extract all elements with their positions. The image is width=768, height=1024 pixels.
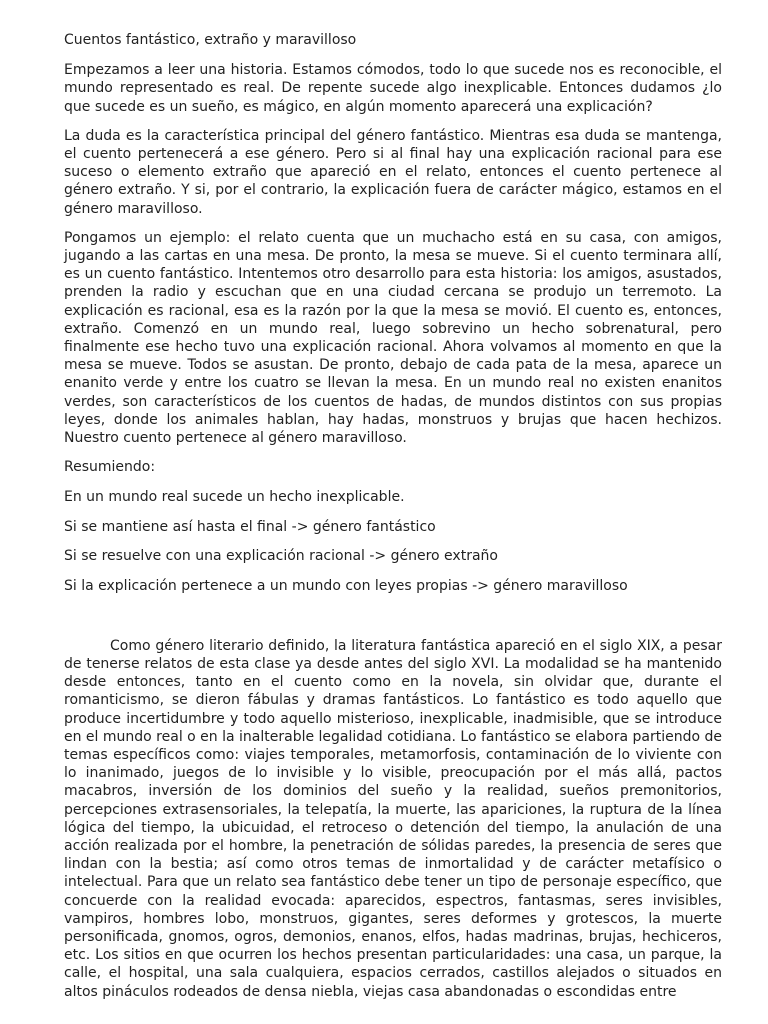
- body-paragraph: Como género literario definido, la literatura fantástica apareció en el siglo XIX, a pesar de tenerse relatos de esta clase ya desde antes del siglo XVI. La modalidad se ha mantenido desde entonces, tanto en el cuento como en la novela, sin olvidar que, durante el romanticismo, se dieron fábulas y dramas fantásticos. Lo fantástico es todo aquello que produce incertidumbre y todo aquello misterioso, inexplicable, inadmisible, que se introduce en el mundo real o en la inalterable legalidad cotidiana. Lo fantástico se elabora partiendo de temas específicos como: viajes temporales, metamorfosis, contaminación de lo viviente con lo inanimado, juegos de lo invisible y lo visible, preocupación por el más allá, pactos macabros, inversión de los dominios del sueño y la realidad, sueños premonitorios, percepciones extrasensoriales, la telepatía, la muerte, las apariciones, la ruptura de la línea lógica del tiempo, la ubicuidad, el retroceso o detención del tiempo, la anulación de una acción realizada por el hombre, la penetración de sólidas paredes, la presencia de seres que lindan con la bestia; así como otros temas de inmortalidad y de carácter metafísico o intelectual. Para que un relato sea fantástico debe tener un tipo de personaje específico, que concuerde con la realidad evocada: aparecidos, espectros, fantasmas, seres invisibles, vampiros, hombres lobo, monstruos, gigantes, seres deformes y grotescos, la muerte personificada, gnomos, ogros, demonios, enanos, elfos, hadas madrinas, brujas, hechiceros, etc. Los sitios en que ocurren los hechos presentan particularidades: una casa, un parque, la calle, el hospital, una sala cualquiera, espacios cerrados, castillos alejados o situados en altos pináculos rodeados de densa niebla, viejas casa abandonadas o escondidas entre: [64, 637, 723, 1000]
- section-spacer: [64, 607, 722, 637]
- paragraph-doubt: La duda es la característica principal del género fantástico. Mientras esa duda se mantenga, el cuento pertenecerá a ese género. Pero si al final hay una explicación racional para ese suceso o elemento extraño que apareció en el relato, entonces el cuento pertenece al género extraño. Y si, por el contrario, la explicación fuera de carácter mágico, estamos en el género maravilloso.: [64, 127, 722, 217]
- summary-line-strange: Si se resuelve con una explicación racional -> género extraño: [64, 548, 498, 565]
- paragraph-example: Pongamos un ejemplo: el relato cuenta que un muchacho está en su casa, con amigos, jugando a las cartas en una mesa. De pronto, la mesa se mueve. Si el cuento terminara allí, es un cuento fantástico. Intentemos otro desarrollo para esta historia: los amigos, asustados, prenden la radio y escuchan que en una ciudad cercana se produjo un terremoto. La explicación es racional, esa es la razón por la que la mesa se movió. El cuento es, entonces, extraño. Comenzó en un mundo real, luego sobrevino un hecho sobrenatural, pero finalmente ese hecho tuvo una explicación racional. Ahora volvamos al momento en que la mesa se mueve. Todos se asustan. De pronto, debajo de cada pata de la mesa, aparece un enanito verde y entre los cuatro se llevan la mesa. En un mundo real no existen enanitos verdes, son característicos de los cuentos de hadas, de mundos distintos con sus propias leyes, donde los animales hablan, hay hadas, monstruos y brujas que hacen hechizos. Nuestro cuento pertenece al género maravilloso.: [64, 229, 722, 447]
- document-title: Cuentos fantástico, extraño y maravilloso: [64, 32, 357, 48]
- summary-line-fantastic: Si se mantiene así hasta el final -> género fantástico: [64, 518, 436, 535]
- document-page: [64, 31, 722, 1001]
- summary-line-marvelous: Si la explicación pertenece a un mundo con leyes propias -> género maravilloso: [64, 578, 628, 595]
- summary-line-real-world: En un mundo real sucede un hecho inexplicable.: [64, 488, 405, 505]
- summary-heading: Resumiendo:: [64, 459, 156, 476]
- paragraph-intro: Empezamos a leer una historia. Estamos cómodos, todo lo que sucede nos es reconocible, el mundo representado es real. De repente sucede algo inexplicable. Entonces dudamos ¿lo que sucede es un sueño, es mágico, en algún momento aparecerá una explicación?: [64, 62, 722, 115]
